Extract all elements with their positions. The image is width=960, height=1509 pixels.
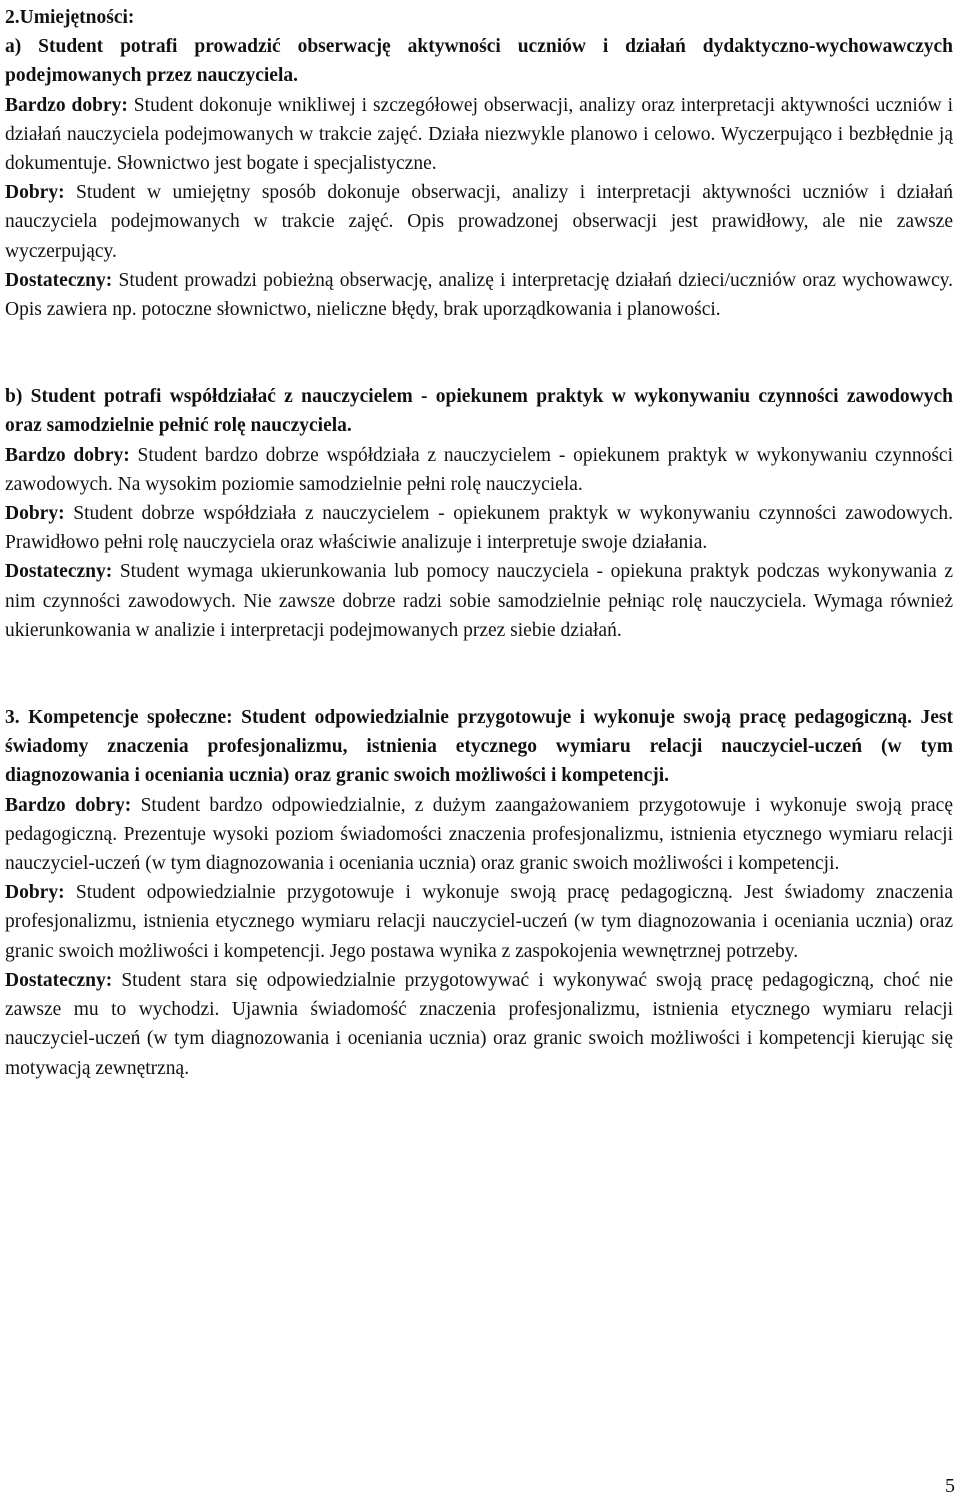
subsection-a-title: a) Student potrafi prowadzić obserwację aktywności uczniów i działań dydaktyczno-wychowawczych podejmowanych przez nauczyciela.: [5, 36, 953, 87]
grade-description: Student dokonuje wnikliwej i szczegółowej obserwacji, analizy oraz interpretacji aktywności uczniów i działań nauczyciela podejmowanych w trakcie zajęć. Działa niezwykle planowo i celowo. Wyczerpująco i bezbłędnie ją dokumentuje. Słownictwo jest bogate i specjalistyczne.: [5, 94, 953, 175]
grade-description: Student dobrze współdziała z nauczycielem - opiekunem praktyk w wykonywaniu czynności zawodowych. Prawidłowo pełni rolę nauczyciela oraz właściwie analizuje i interpretuje swoje działania.: [5, 503, 953, 554]
section-3-title: 3. Kompetencje społeczne: Student odpowiedzialnie przygotowuje i wykonuje swoją pracę pedagogiczną. Jest świadomy znaczenia profesjonalizmu, istnienia etycznego wymiaru relacji nauczyciel-uczeń (w tym diagnozowania i oceniania ucznia) oraz granic swoich możliwości i kompetencji.: [5, 707, 953, 787]
criterion-b-very-good: [5, 441, 953, 499]
criterion-a-sufficient: [5, 266, 953, 324]
page-number: 5: [945, 1475, 955, 1497]
criterion-b-sufficient: [5, 557, 953, 645]
grade-label: Dobry:: [5, 503, 65, 525]
grade-description: Student wymaga ukierunkowania lub pomocy nauczyciela - opiekuna praktyk podczas wykonywania z nim czynności zawodowych. Nie zawsze dobrze radzi sobie samodzielnie pełniąc rolę nauczyciela. Wymaga również ukierunkowania w analizie i interpretacji podejmowanych przez siebie działań.: [5, 561, 953, 641]
subsection-b-title: b) Student potrafi współdziałać z nauczycielem - opiekunem praktyk w wykonywaniu czynności zawodowych oraz samodzielnie pełnić rolę nauczyciela.: [5, 386, 953, 437]
grade-label: Dostateczny:: [5, 969, 113, 991]
grade-label: Dostateczny:: [5, 269, 113, 291]
criterion-a-good: [5, 178, 953, 266]
grade-description: Student bardzo odpowiedzialnie, z dużym zaangażowaniem przygotowuje i wykonuje swoją pracę pedagogiczną. Prezentuje wysoki poziom świadomości znaczenia profesjonalizmu, istnienia etycznego wymiaru relacji nauczyciel-uczeń (w tym diagnozowania i oceniania ucznia) oraz granic swoich możliwości i kompetencji.: [5, 794, 953, 875]
spacer: [5, 324, 953, 382]
criterion-a-very-good: [5, 91, 953, 179]
grade-description: Student bardzo dobrze współdziała z nauczycielem - opiekunem praktyk w wykonywaniu czynności zawodowych. Na wysokim poziomie samodzielnie pełni rolę nauczyciela.: [5, 444, 954, 495]
grade-description: Student odpowiedzialnie przygotowuje i wykonuje swoją pracę pedagogiczną. Jest świadomy znaczenia profesjonalizmu, istnienia etycznego wymiaru relacji nauczyciel-uczeń (w tym diagnozowania i oceniania ucznia) oraz granic swoich możliwości i kompetencji. Jego postawa wynika z zaspokojenia wewnętrznej potrzeby.: [5, 882, 953, 962]
grade-description: Student w umiejętny sposób dokonuje obserwacji, analizy i interpretacji aktywności uczniów i działań nauczyciela podejmowanych w trakcie zajęć. Opis prowadzonej obserwacji jest prawidłowy, ale nie zawsze wyczerpujący.: [5, 182, 953, 262]
grade-label: Bardzo dobry:: [5, 94, 128, 116]
criterion-3-good: [5, 878, 953, 966]
grade-description: Student prowadzi pobieżną obserwację, analizę i interpretację działań dzieci/uczniów oraz wychowawcy. Opis zawiera np. potoczne słownictwo, nieliczne błędy, brak uporządkowania i planowości.: [5, 269, 953, 321]
grade-label: Bardzo dobry:: [5, 794, 132, 816]
criterion-3-very-good: [5, 791, 953, 879]
document-page: [5, 3, 953, 1083]
spacer: [5, 645, 953, 703]
grade-description: Student stara się odpowiedzialnie przygotowywać i wykonywać swoją pracę pedagogiczną, choć nie zawsze mu to wychodzi. Ujawnia świadomość znaczenia profesjonalizmu, istnienia etycznego wymiaru relacji nauczyciel-uczeń (w tym diagnozowania i oceniania ucznia) oraz granic swoich możliwości i kompetencji kierując się motywacją zewnętrzną.: [5, 969, 953, 1079]
grade-label: Bardzo dobry:: [5, 444, 130, 466]
criterion-3-sufficient: [5, 966, 953, 1083]
section-heading-skills: 2.Umiejętności:: [5, 7, 135, 28]
criterion-b-good: [5, 499, 953, 557]
grade-label: Dostateczny:: [5, 561, 113, 583]
grade-label: Dobry:: [5, 882, 65, 904]
grade-label: Dobry:: [5, 182, 65, 204]
